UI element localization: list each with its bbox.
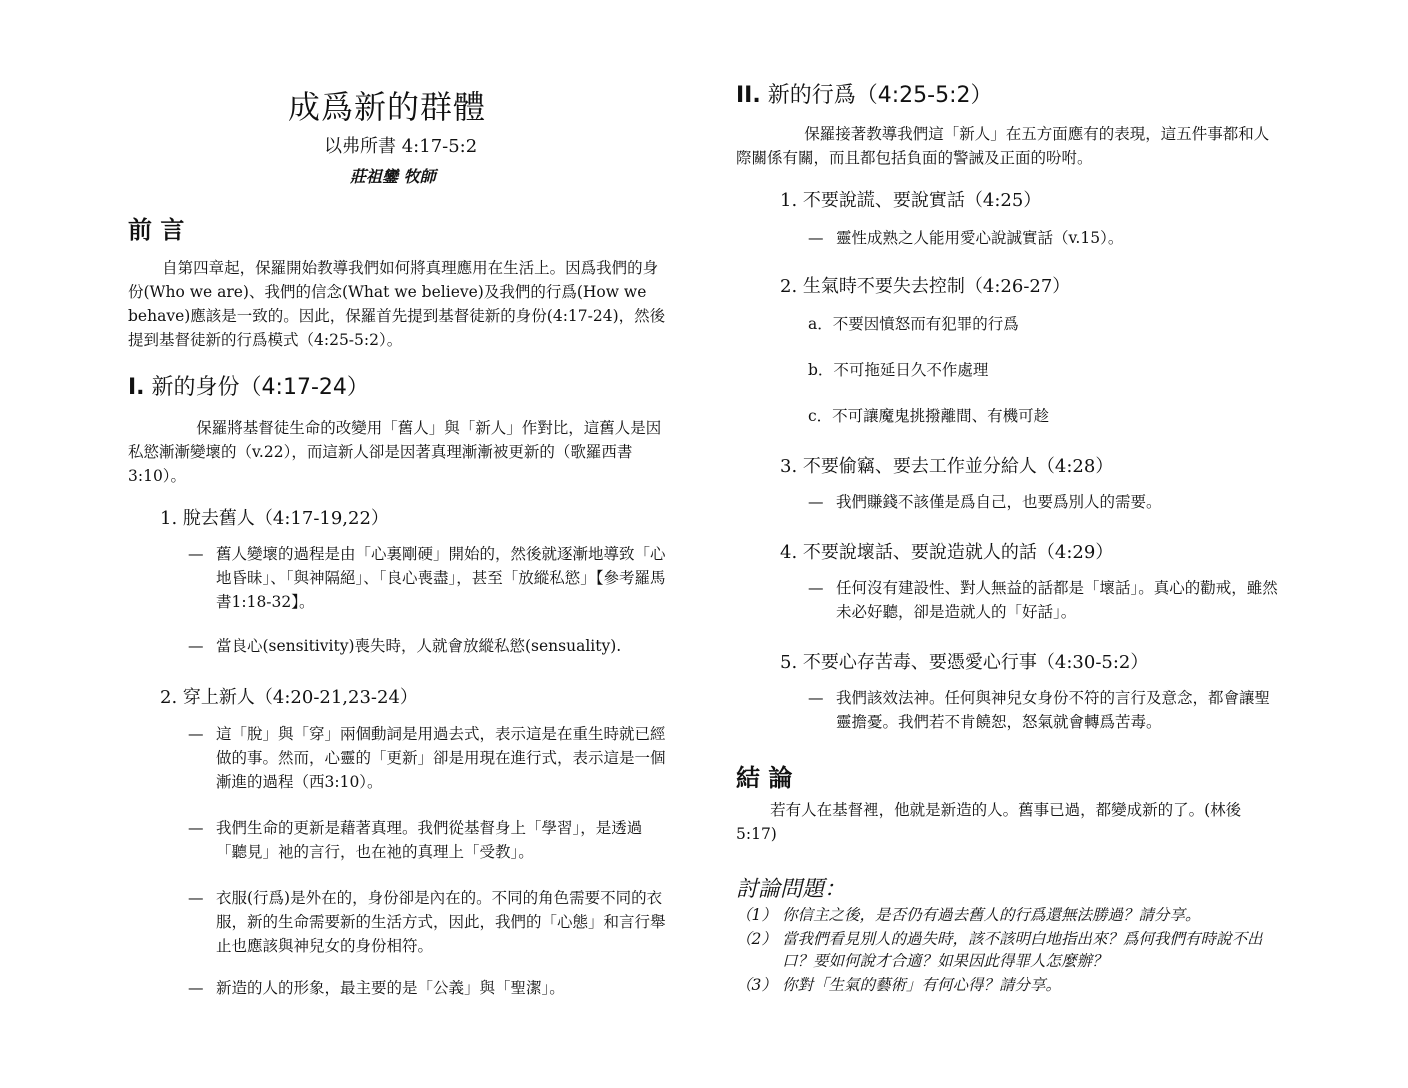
behavior-1-note: — 靈性成熟之人能用愛心說誠實話（v.15）。 [808, 226, 1284, 250]
behavior-3-note: — 我們賺錢不該僅是爲自己，也要爲別人的需要。 [808, 490, 1284, 514]
scripture-reference: 以弗所書 4:17-5:2 [324, 136, 478, 157]
discussion-heading: 討論問題： [736, 877, 847, 902]
dash-bullet: — [188, 979, 204, 997]
section1-text: 保羅將基督徒生命的改變用「舊人」與「新人」作對比，這舊人是因私慾漸漸變壞的（v.22），而這新人卻是因著真理漸漸被更新的（歌羅西書3:10）。 [128, 419, 662, 485]
intro-heading: 前 言 [128, 216, 185, 244]
point-1-note-1: — 舊人變壞的過程是由「心裏剛硬」開始的，然後就逐漸地導致「心地昏昧」、「與神隔絕」、「良心喪盡」，甚至「放縱私慾」【參考羅馬書1:18-32】。 [188, 542, 668, 614]
section2-title: 新的行爲（4:25-5:2） [767, 83, 993, 108]
intro-text: 自第四章起，保羅開始教導我們如何將真理應用在生活上。因爲我們的身份(Who we are)、我們的信念(What we believe)及我們的行爲(How we behave)應該是一致的。因此，保羅首先提到基督徒新的身份(4:17-24)，然後提到基督徒新的行爲模式（4:25-5:2）。 [128, 259, 666, 349]
dash-bullet: — [188, 725, 204, 743]
dash-bullet: — [808, 229, 824, 247]
dash-bullet: — [808, 689, 824, 707]
point-1-title: 1. 脫去舊人（4:17-19,22） [160, 508, 389, 529]
author: 莊祖鑾 牧師 [350, 167, 436, 186]
behavior-5-title: 5. 不要心存苦毒、要憑愛心行事（4:30-5:2） [780, 652, 1149, 673]
section2-heading [736, 78, 992, 109]
behavior-2-title: 2. 生氣時不要失去控制（4:26-27） [780, 276, 1071, 297]
behavior-2-item-c: c．不可讓魔鬼挑撥離間、有機可趁 [808, 407, 1050, 425]
dash-bullet: — [808, 579, 824, 597]
point-2-note-4: — 新造的人的形象，最主要的是「公義」與「聖潔」。 [188, 976, 668, 1000]
behavior-4-note: — 任何沒有建設性、對人無益的話都是「壞話」。真心的勸戒，雖然未必好聽，卻是造就人的「好話」。 [808, 576, 1284, 624]
section1-numeral: I. [128, 375, 145, 400]
behavior-2-item-b: b．不可拖延日久不作處理 [808, 361, 989, 379]
behavior-2-item-a: a．不要因憤怒而有犯罪的行爲 [808, 315, 1019, 333]
point-2-title: 2. 穿上新人（4:20-21,23-24） [160, 687, 418, 708]
behavior-5-note: — 我們該效法神。任何與神兒女身份不符的言行及意念，都會讓聖靈擔憂。我們若不肯饒恕，怒氣就會轉爲苦毒。 [808, 686, 1284, 734]
question-1: （1） 你信主之後，是否仍有過去舊人的行爲還無法勝過？請分享。 [736, 906, 1201, 924]
behavior-4-title: 4. 不要說壞話、要說造就人的話（4:29） [780, 542, 1114, 563]
dash-bullet: — [188, 637, 204, 655]
behavior-1-title: 1. 不要說謊、要說實話（4:25） [780, 190, 1042, 211]
point-2-note-2: — 我們生命的更新是藉著真理。我們從基督身上「學習」，是透過「聽見」祂的言行，也在祂的真理上「受教」。 [188, 816, 668, 864]
point-1-note-2: — 當良心(sensitivity)喪失時，人就會放縱私慾(sensuality). [188, 634, 668, 658]
dash-bullet: — [188, 889, 204, 907]
question-2: （2） 當我們看見別人的過失時，該不該明白地指出來？爲何我們有時說不出口？要如何說才合適？如果因此得罪人怎麼辦？ [736, 930, 1263, 970]
conclusion-text: 若有人在基督裡，他就是新造的人。舊事已過，都變成新的了。(林後5:17) [736, 801, 1242, 843]
behavior-3-title: 3. 不要偷竊、要去工作並分給人（4:28） [780, 456, 1114, 477]
section1-title: 新的身份（4:17-24） [151, 375, 369, 400]
section2-numeral: II. [736, 83, 761, 108]
point-2-note-3: — 衣服(行爲)是外在的，身份卻是內在的。不同的角色需要不同的衣服，新的生命需要新的生活方式，因此，我們的「心態」和言行舉止也應該與神兒女的身份相符。 [188, 886, 668, 958]
point-2-note-1: — 這「脫」與「穿」兩個動詞是用過去式，表示這是在重生時就已經做的事。然而，心靈的「更新」卻是用現在進行式，表示這是一個漸進的過程（西3:10）。 [188, 722, 668, 794]
conclusion-heading: 結 論 [736, 764, 793, 792]
question-3: （3） 你對「生氣的藝術」有何心得？請分享。 [736, 976, 1062, 994]
dash-bullet: — [188, 545, 204, 563]
section2-text: 保羅接著教導我們這「新人」在五方面應有的表現，這五件事都和人際關係有關，而且都包括負面的警誡及正面的吩咐。 [736, 125, 1270, 167]
document-title: 成爲新的群體 [288, 88, 487, 126]
dash-bullet: — [808, 493, 824, 511]
section1-heading [128, 370, 369, 401]
dash-bullet: — [188, 819, 204, 837]
